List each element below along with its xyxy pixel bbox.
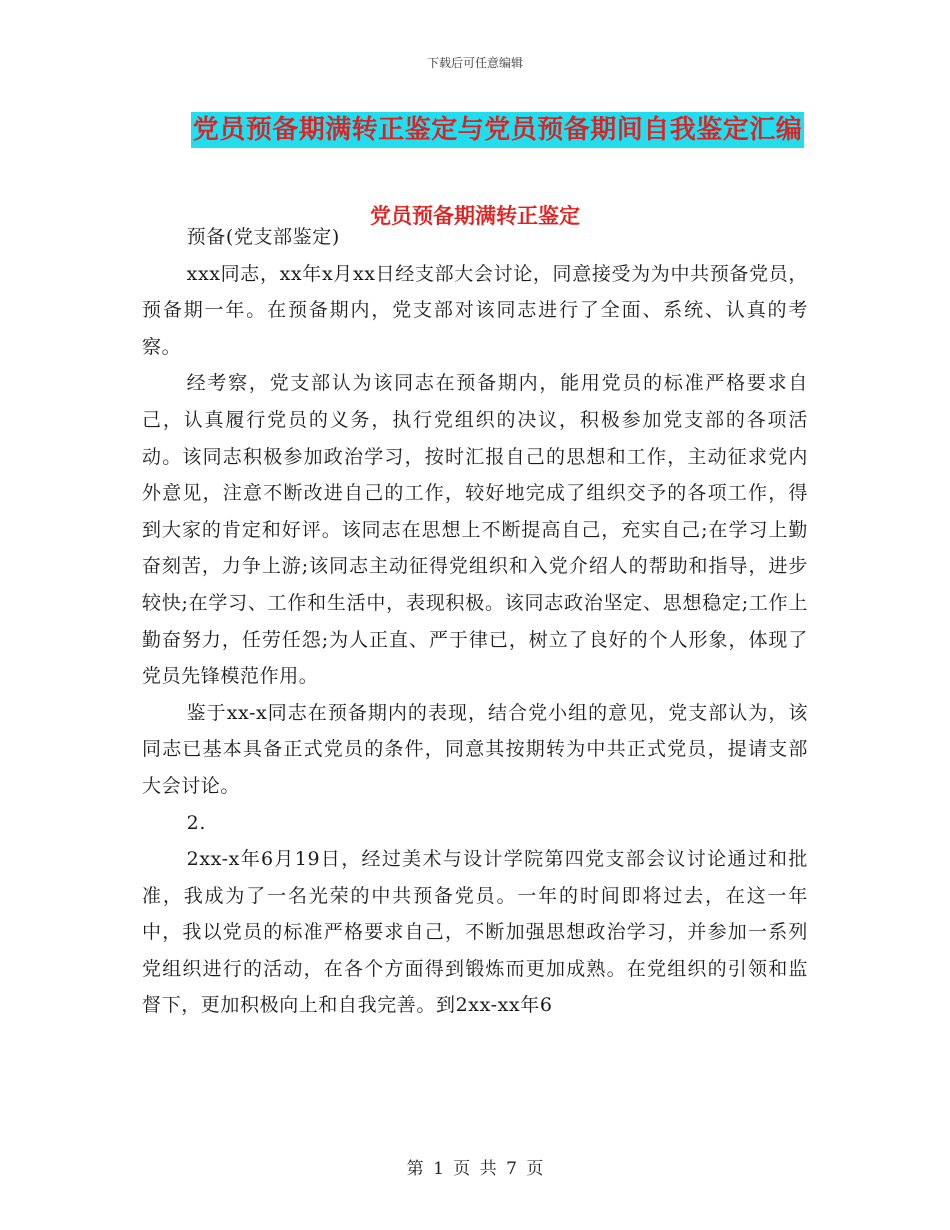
document-main-title: 党员预备期满转正鉴定与党员预备期间自我鉴定汇编: [191, 112, 805, 148]
page-number-footer: 第 1 页 共 7 页: [406, 1159, 544, 1179]
page-header-note: 下载后可任意编辑: [426, 56, 523, 70]
paragraph-heading: 预备(党支部鉴定): [186, 226, 340, 248]
paragraph: 2xx-x年6月19日，经过美术与设计学院第四党支部会议讨论通过和批准，我成为了一名光荣的中共预备党员。一年的时间即将过去，在这一年中，我以党员的标准严格要求自己，不断加强思想政治学习，并参加一系列党组织进行的活动，在各个方面得到锻炼而更加成熟。在党组织的引领和监督下，更加积极向上和自我完善。到2xx-xx年6: [142, 848, 808, 1017]
document-body: [142, 219, 808, 1024]
paragraph: xxx同志，xx年x月xx日经支部大会讨论，同意接受为为中共预备党员，预备期一年。在预备期内，党支部对该同志进行了全面、系统、认真的考察。: [142, 262, 808, 358]
paragraph-number: 2.: [186, 811, 206, 834]
main-title-container: [0, 112, 950, 148]
paragraph: 鉴于xx-x同志在预备期内的表现，结合党小组的意见，党支部认为，该同志已基本具备正式党员的条件，同意其按期转为中共正式党员，提请支部大会讨论。: [142, 701, 808, 797]
paragraph: 经考察，党支部认为该同志在预备期内，能用党员的标准严格要求自己，认真履行党员的义务，执行党组织的决议，积极参加党支部的各项活动。该同志积极参加政治学习，按时汇报自己的思想和工作，主动征求党内外意见，注意不断改进自己的工作，较好地完成了组织交予的各项工作，得到大家的肯定和好评。该同志在思想上不断提高自己，充实自己;在学习上勤奋刻苦，力争上游;该同志主动征得党组织和入党介绍人的帮助和指导，进步较快;在学习、工作和生活中，表现积极。该同志政治坚定、思想稳定;工作上勤奋努力，任劳任怨;为人正直、严于律已，树立了良好的个人形象，体现了党员先锋模范作用。: [142, 372, 808, 688]
section-title: 党员预备期满转正鉴定: [370, 203, 580, 228]
